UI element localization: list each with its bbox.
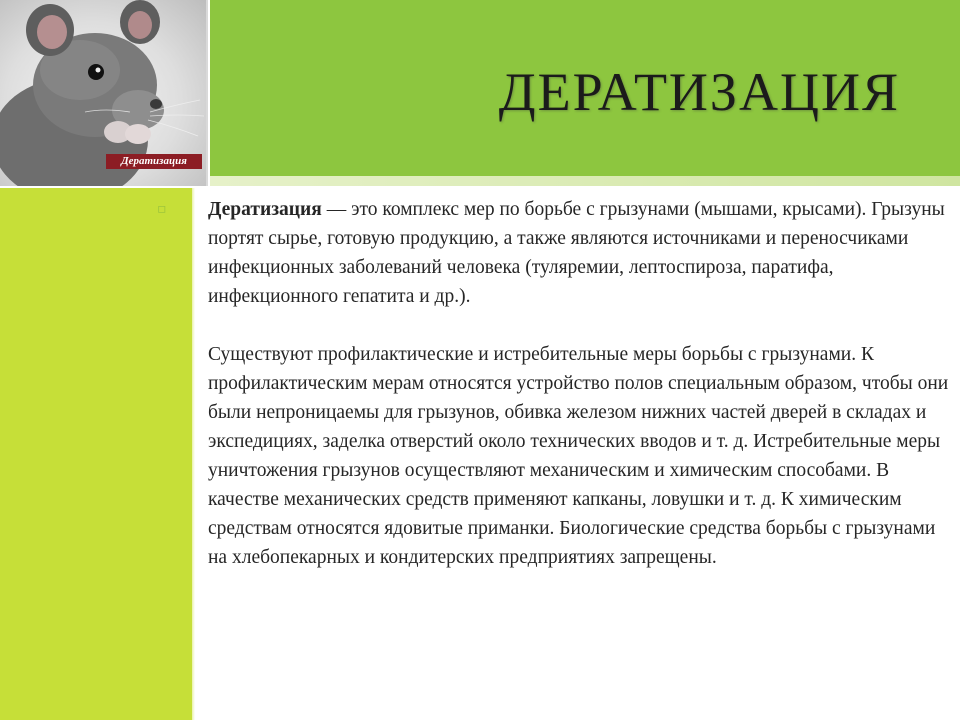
left-sidebar-edge bbox=[192, 188, 195, 720]
term-deratization: Дератизация bbox=[208, 199, 322, 220]
paragraph-measures: Существуют профилактические и истребительные меры борьбы с грызунами. К профилактическим мерам относятся устройство полов специальным образом, чтобы они были непроницаемы для грызунов, обивка железом нижних частей дверей в складах и экспедициях, заделка отверстий около технических вводов и т. д. Истребительные меры уничтожения грызунов осуществляют механическим и химическим способами. В качестве механических средств применяют капканы, ловушки и т. д. К химическим средствам относятся ядовитые приманки. Биологические средства борьбы с грызунами на хлебопекарных и кондитерских предприятиях запрещены. bbox=[208, 344, 949, 568]
photo-caption: Дератизация bbox=[106, 154, 202, 169]
rat-photo bbox=[0, 0, 208, 186]
paragraph-definition bbox=[208, 195, 952, 311]
header-stripe bbox=[210, 176, 960, 186]
header-divider bbox=[0, 186, 960, 188]
left-sidebar-band bbox=[0, 188, 192, 720]
slide-body bbox=[208, 195, 952, 572]
definition-text: — это комплекс мер по борьбе с грызунами (мышами, крысами). Грызуны портят сырье, готовую продукцию, а также являются источниками и переносчиками инфекционных заболеваний человека (туляремии, лептоспироза, паратифа, инфекционного гепатита и др.). bbox=[208, 199, 945, 307]
slide-title: ДЕРАТИЗАЦИЯ bbox=[498, 62, 900, 122]
square-bullet-icon: ▫ bbox=[157, 201, 167, 217]
